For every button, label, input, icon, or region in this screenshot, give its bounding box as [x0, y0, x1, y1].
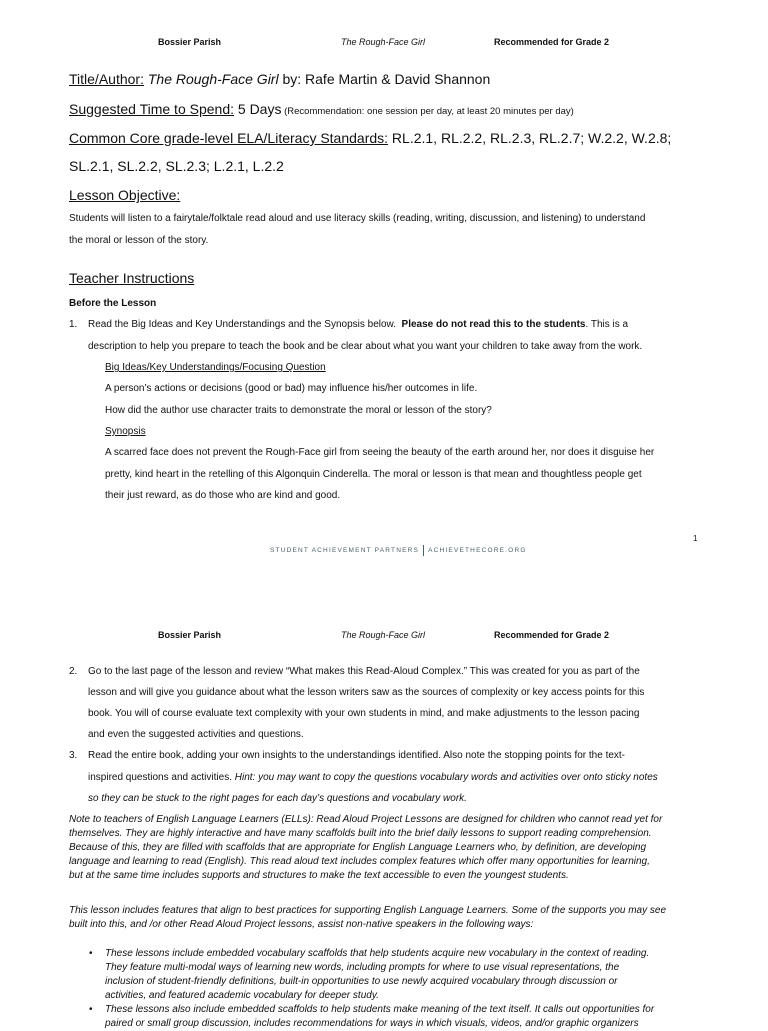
features-line-1: This lesson includes features that align to best practices for supporting English Language Learners. Some of the supports you may see	[69, 905, 667, 916]
standards-line-2: SL.2.1, SL.2.2, SL.2.3; L.2.1, L.2.2	[69, 158, 284, 174]
title-label: Title/Author:	[69, 71, 144, 87]
header-right: Recommended for Grade 2	[494, 37, 610, 47]
bullet-1-line-2: They feature multi-modal ways of learning new words, including prompts for where to use visual representations, the	[105, 962, 620, 973]
objective-line-1: Students will listen to a fairytale/folktale read aloud and use literacy skills (reading, writing, discussion, and listening) to understand	[69, 213, 646, 224]
bullet-glyph: •	[89, 1004, 93, 1015]
item-1-number: 1.	[69, 319, 78, 330]
standards-list-1: RL.2.1, RL.2.2, RL.2.3, RL.2.7; W.2.2, W.2.8;	[388, 130, 672, 146]
item-3-line-1: Read the entire book, adding your own insights to the understandings identified. Also note the stopping points for the text-	[88, 750, 626, 761]
bullet-1-line-1: These lessons include embedded vocabulary scaffolds that help students acquire new vocabulary in the context of reading.	[105, 948, 650, 959]
ell-line-4: language and learning to read (English). This read aloud text includes complex features which offer many opportunities for learning,	[69, 856, 650, 867]
ell-line-2: themselves. They are highly interactive and have many scaffolds built into the brief daily lessons to support reading comprehension.	[69, 828, 652, 839]
standards-label: Common Core grade-level ELA/Literacy Standards:	[69, 130, 389, 146]
item-3-line-2	[88, 771, 658, 785]
book-title: The Rough-Face Girl	[147, 71, 279, 87]
features-line-2: built into this, and /or other Read Aloud Project lessons, assist non-native speakers in the following ways:	[69, 919, 534, 930]
bullet-item	[89, 947, 705, 1003]
teacher-instructions-heading: Teacher Instructions	[69, 270, 195, 286]
synopsis-line-2: pretty, kind heart in the retelling of this Algonquin Cinderella. The moral or lesson is that mean and thoughtless people get	[105, 469, 642, 480]
bullet-1-line-3: inclusion of student-friendly definitions, built-in opportunities to use newly acquired vocabulary through discussion or	[105, 976, 618, 987]
bullet-2-line-2: paired or small group discussion, includes recommendations for ways in which visuals, videos, and/or graphic organizers	[105, 1018, 639, 1029]
item-2-line-2: lesson and will give you guidance about what the lesson writers saw as the sources of complexity or key access points for this	[88, 687, 645, 698]
page-number: 1	[693, 534, 698, 543]
bullet-glyph: •	[89, 948, 93, 959]
footer-separator	[423, 545, 424, 556]
standards-line-1	[69, 129, 671, 147]
item-1-warning: Please do not read this to the students	[401, 319, 586, 330]
header2-center: The Rough-Face Girl	[341, 630, 426, 640]
time-value: 5 Days	[234, 101, 282, 117]
author-text: by: Rafe Martin & David Shannon	[278, 71, 491, 87]
header-left: Bossier Parish	[158, 37, 222, 47]
header2-left: Bossier Parish	[158, 630, 222, 640]
footer-logo	[270, 545, 527, 556]
item-3-text-a: inspired questions and activities.	[88, 772, 232, 783]
bullet-item	[89, 1003, 705, 1031]
features-note	[69, 904, 709, 932]
before-lesson-heading: Before the Lesson	[69, 298, 157, 309]
item-2-line-1: Go to the last page of the lesson and review “What makes this Read-Aloud Complex.” This was created for you as part of the	[88, 666, 640, 677]
item-1-text-c: . This is a	[585, 319, 629, 330]
ell-line-1: Note to teachers of English Language Learners (ELLs): Read Aloud Project Lessons are designed for children who cannot read yet for	[69, 814, 663, 825]
ell-note	[69, 813, 709, 883]
header2-right: Recommended for Grade 2	[494, 630, 610, 640]
item-2-line-3: book. You will of course evaluate text complexity with your own students in mind, and make adjustments to the lesson pacing	[88, 708, 640, 719]
ell-line-5: but at the same time includes supports and structures to make the text accessible to even the youngest students.	[69, 870, 569, 881]
big-ideas-line-2: How did the author use character traits to demonstrate the moral or lesson of the story?	[105, 405, 492, 416]
item-2-number: 2.	[69, 666, 78, 677]
item-3-hint: Hint: you may want to copy the questions vocabulary words and activities over onto sticky notes	[231, 772, 658, 783]
time-label: Suggested Time to Spend:	[69, 101, 234, 117]
synopsis-line-3: their just reward, as do those who are kind and good.	[105, 490, 341, 501]
big-ideas-line-1: A person’s actions or decisions (good or bad) may influence his/her outcomes in life.	[105, 383, 478, 394]
objective-heading: Lesson Objective:	[69, 187, 181, 203]
item-1-text-a: Read the Big Ideas and Key Understandings and the Synopsis below.	[88, 319, 396, 330]
header-center: The Rough-Face Girl	[341, 37, 426, 47]
big-ideas-heading: Big Ideas/Key Understandings/Focusing Question	[105, 362, 326, 373]
bullet-2-line-1: These lessons also include embedded scaffolds to help students make meaning of the text itself. It calls out opportunities for	[105, 1004, 655, 1015]
footer-right: ACHIEVETHECORE.ORG	[428, 547, 527, 555]
footer-left: STUDENT ACHIEVEMENT PARTNERS	[270, 547, 420, 555]
item-3-number: 3.	[69, 750, 78, 761]
synopsis-heading: Synopsis	[105, 426, 146, 437]
item-3-line-3: so they can be stuck to the right pages for each day’s questions and vocabulary work.	[88, 793, 467, 804]
time-line	[69, 100, 574, 121]
bullet-1-line-4: activities, and featured academic vocabulary for deeper study.	[105, 990, 379, 1001]
item-2-line-4: and even the suggested activities and questions.	[88, 729, 304, 740]
title-author-line	[69, 70, 490, 88]
time-note: (Recommendation: one session per day, at least 20 minutes per day)	[281, 106, 574, 117]
bullet-list	[89, 947, 705, 1031]
item-1-line-2: description to help you prepare to teach the book and be clear about what you want your children to take away from the work.	[88, 341, 643, 352]
objective-line-2: the moral or lesson of the story.	[69, 235, 209, 246]
ell-line-3: Because of this, they are filled with scaffolds that are appropriate for English Language Learners who, by definition, are developing	[69, 842, 647, 853]
item-1-line-1	[88, 318, 628, 332]
synopsis-line-1: A scarred face does not prevent the Rough-Face girl from seeing the beauty of the earth around her, nor does it disguise her	[105, 447, 655, 458]
